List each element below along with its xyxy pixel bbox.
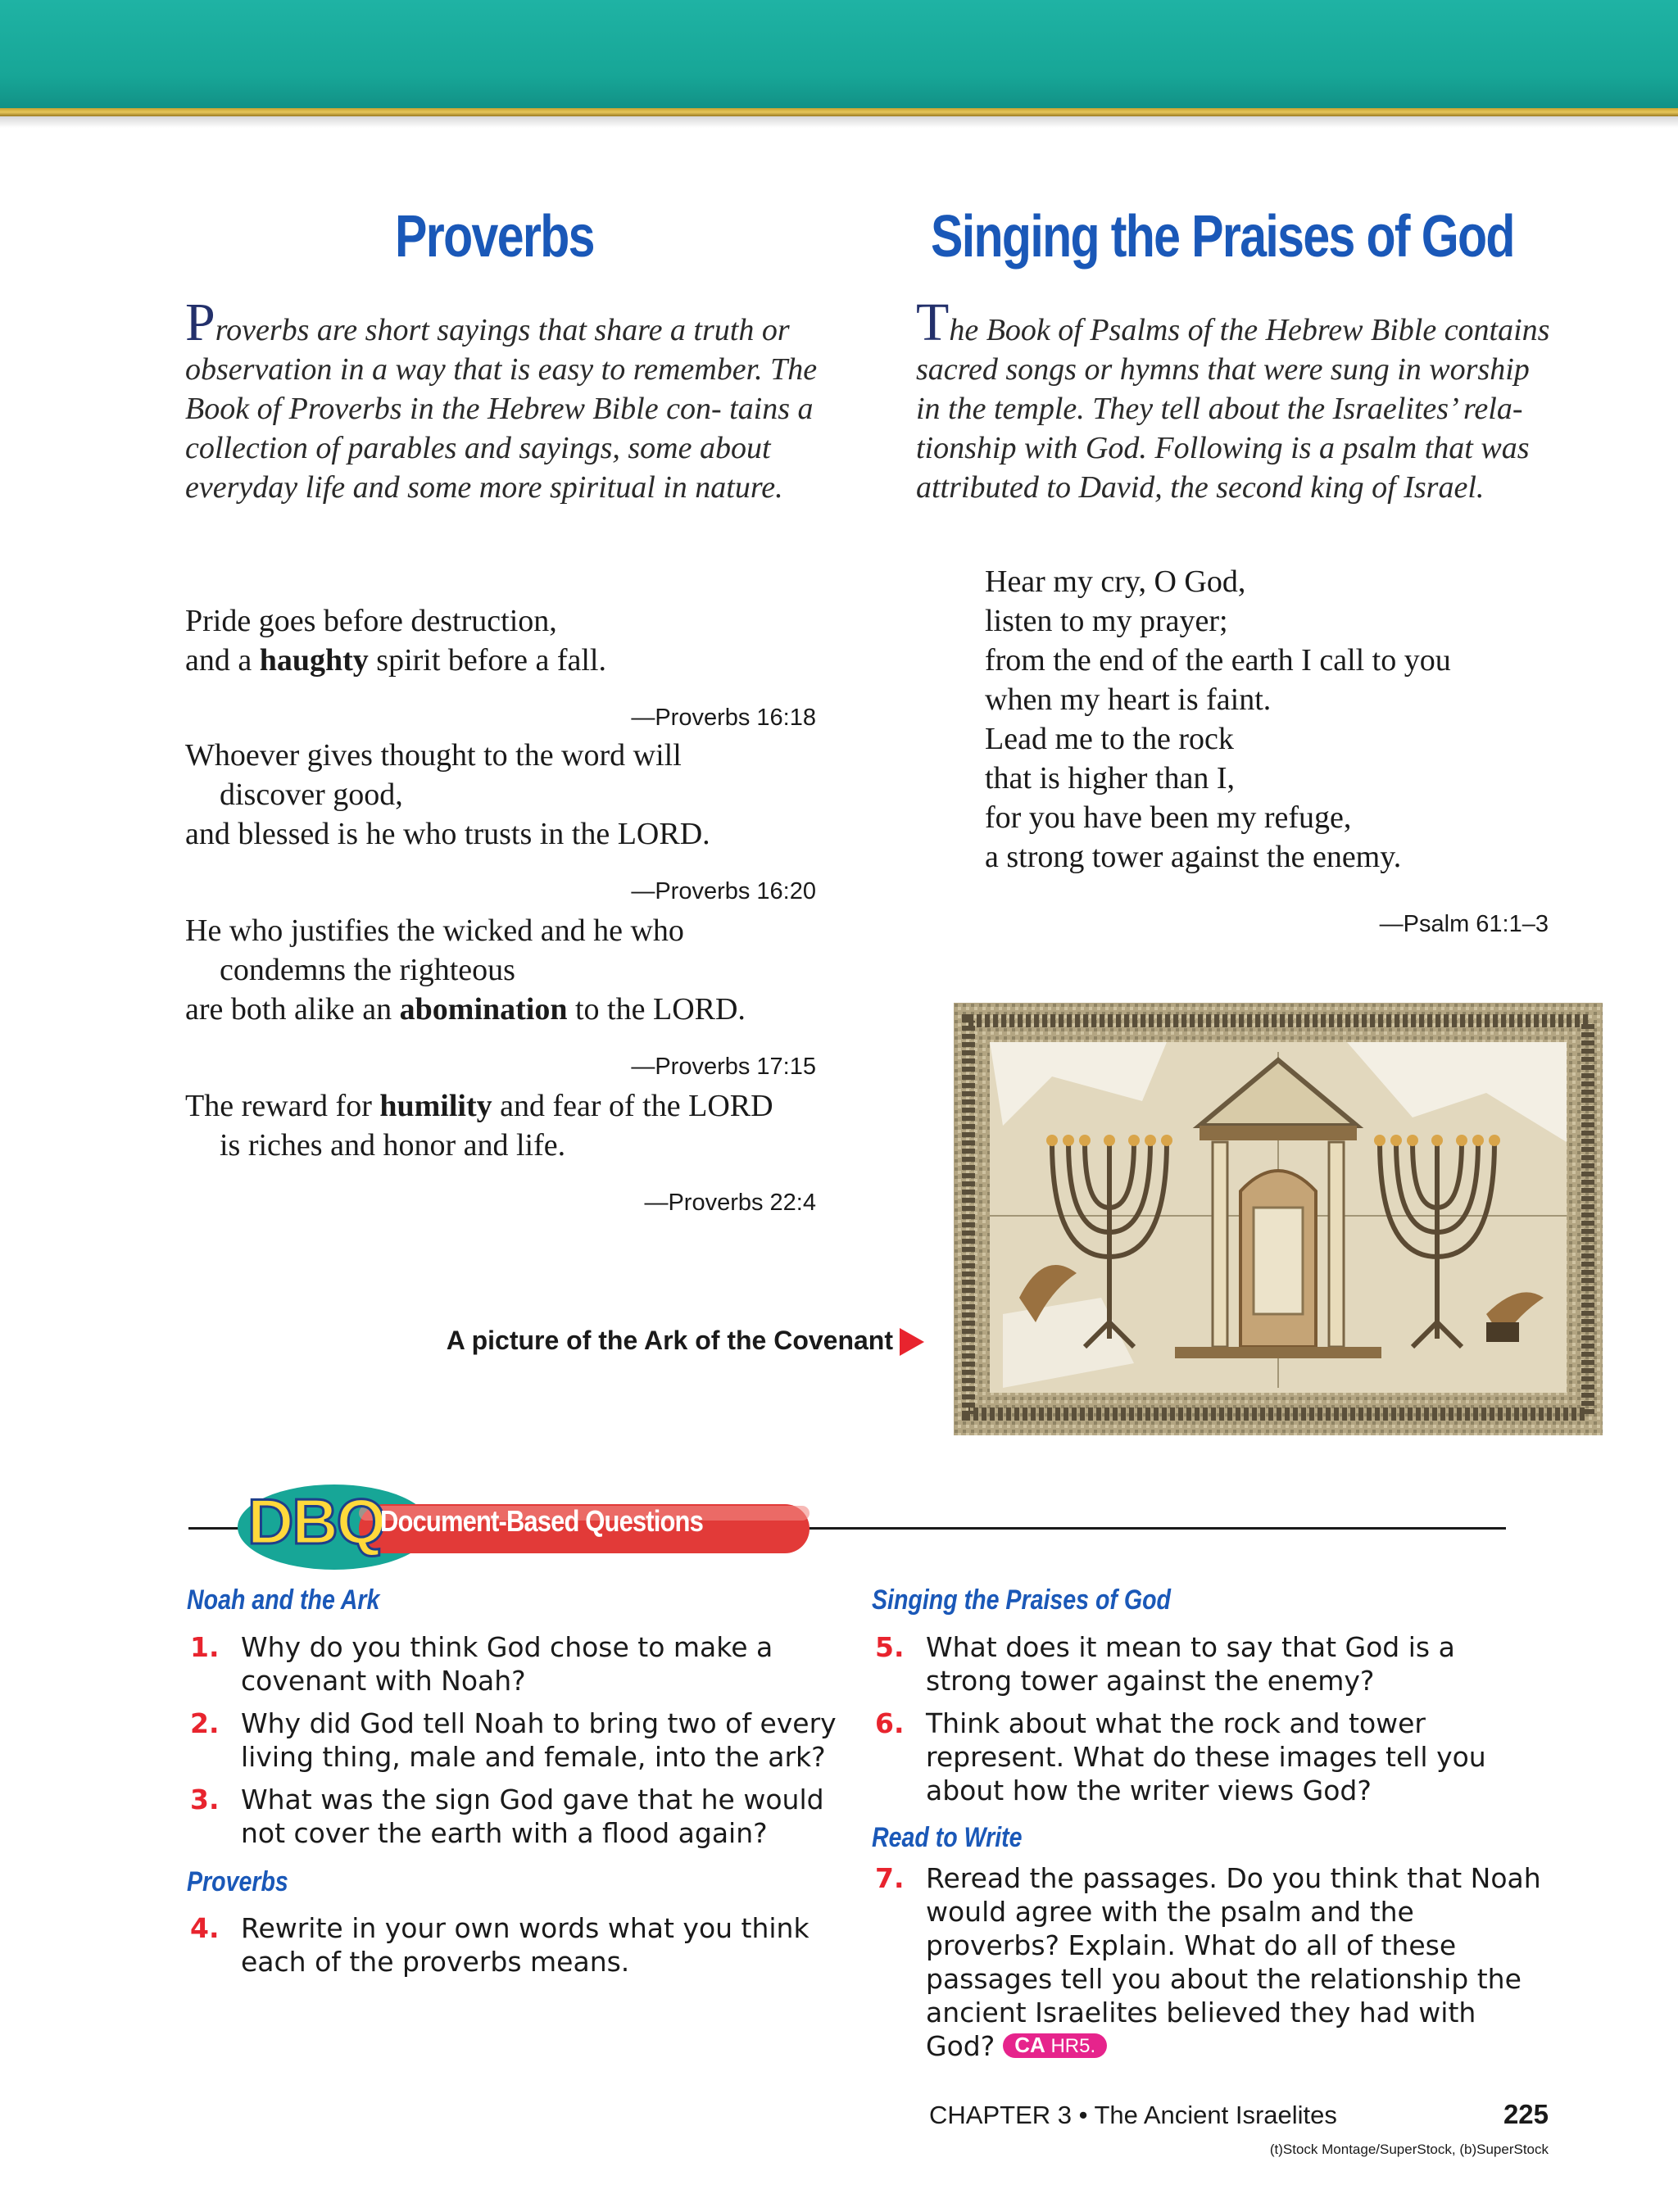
question-text xyxy=(241,1911,810,1979)
question-text xyxy=(926,1707,1486,1807)
ca-badge-state: CA xyxy=(1014,2033,1045,2057)
psalms-intro xyxy=(916,292,1555,507)
psalm-verse xyxy=(985,562,1451,877)
proverbs-dropcap: P xyxy=(185,292,215,352)
caption-arrow-icon xyxy=(900,1328,924,1356)
proverb-text: and fear of the LORD xyxy=(492,1089,773,1123)
question-line: would agree with the psalm and the xyxy=(926,1896,1414,1928)
dbq-group-praises: Singing the Praises of God xyxy=(872,1584,1171,1616)
question-text xyxy=(241,1630,773,1698)
proverb-line xyxy=(185,990,746,1029)
psalm-line: that is higher than I, xyxy=(985,761,1235,796)
page-number: 225 xyxy=(1503,2099,1549,2129)
proverb-quote-2 xyxy=(185,736,710,854)
question-number: 3. xyxy=(190,1784,220,1815)
psalm-line: Hear my cry, O God, xyxy=(985,564,1246,599)
question-line: What was the sign God gave that he would xyxy=(241,1784,824,1815)
question-line: represent. What do these images tell you xyxy=(926,1741,1486,1773)
psalm-line: listen to my prayer; xyxy=(985,604,1228,638)
psalm-line: for you have been my refuge, xyxy=(985,800,1352,835)
proverb-quote-4 xyxy=(185,1086,773,1165)
question-number: 4. xyxy=(190,1912,220,1944)
question-number: 1. xyxy=(190,1631,220,1663)
question-number: 5. xyxy=(875,1631,905,1663)
question-line: Why did God tell Noah to bring two of every xyxy=(241,1707,837,1739)
question-line: What does it mean to say that God is a xyxy=(926,1631,1455,1663)
psalm-line: a strong tower against the enemy. xyxy=(985,840,1402,874)
proverb-text: and a xyxy=(185,643,260,678)
question-number: 2. xyxy=(190,1707,220,1739)
psalms-dropcap: T xyxy=(916,292,950,352)
proverb-citation-3: —Proverbs 17:15 xyxy=(631,1054,816,1080)
proverb-text: to the LORD. xyxy=(567,992,746,1027)
proverb-citation-4: —Proverbs 22:4 xyxy=(644,1190,816,1216)
top-banner-shadow xyxy=(0,116,1678,128)
proverb-citation-1: —Proverbs 16:18 xyxy=(631,705,816,731)
top-banner-rule xyxy=(0,108,1678,116)
top-banner xyxy=(0,0,1678,108)
dbq-group-proverbs: Proverbs xyxy=(187,1866,288,1897)
psalm-line: Lead me to the rock xyxy=(985,722,1234,756)
question-text xyxy=(926,1861,1541,2063)
proverb-text: spirit before a fall. xyxy=(368,643,606,678)
question-line: about how the writer views God? xyxy=(926,1775,1372,1806)
proverb-line: discover good, xyxy=(220,777,403,812)
question-number: 7. xyxy=(875,1862,905,1894)
proverb-line: Pride goes before destruction, xyxy=(185,604,557,638)
vocab-word-haughty: haughty xyxy=(259,643,369,678)
question-line: passages tell you about the relationship the xyxy=(926,1963,1522,1995)
question-line: Reread the passages. Do you think that Noah xyxy=(926,1862,1541,1894)
proverb-line xyxy=(185,641,606,680)
image-caption: A picture of the Ark of the Covenant xyxy=(446,1326,893,1355)
proverb-line: Whoever gives thought to the word will xyxy=(185,738,682,773)
dbq-group-read-to-write: Read to Write xyxy=(872,1822,1023,1853)
vocab-word-humility: humility xyxy=(379,1089,492,1123)
question-line: God? xyxy=(926,2030,995,2062)
proverb-text: are both alike an xyxy=(185,992,400,1027)
proverb-line: is riches and honor and life. xyxy=(220,1128,566,1163)
question-line: living thing, male and female, into the ark? xyxy=(241,1741,826,1773)
proverb-quote-3 xyxy=(185,911,746,1029)
ark-mosaic-photo xyxy=(954,1003,1603,1435)
ca-standard-badge xyxy=(1003,2033,1107,2058)
dbq-rule-right xyxy=(803,1527,1506,1530)
footer-chapter: CHAPTER 3 • The Ancient Israelites xyxy=(929,2101,1337,2129)
dbq-badge-label: DBQ xyxy=(247,1485,385,1557)
photo-credit: (t)Stock Montage/SuperStock, (b)SuperStock xyxy=(1269,2142,1549,2157)
question-text xyxy=(241,1783,824,1850)
proverbs-intro-text: roverbs are short sayings that share a truth or observation in a way that is easy to remember. The Book of Proverbs in the Hebrew Bible con- tains a collection of parables and sayings, some about everyday life and some more spiritual in nature. xyxy=(185,313,818,505)
question-number: 6. xyxy=(875,1707,905,1739)
question-text xyxy=(926,1630,1455,1698)
question-line: Rewrite in your own words what you think xyxy=(241,1912,810,1944)
dbq-badge-subtitle: Document-Based Questions xyxy=(380,1504,703,1538)
proverbs-title: Proverbs xyxy=(395,204,594,270)
question-line: covenant with Noah? xyxy=(241,1665,526,1697)
question-line: strong tower against the enemy? xyxy=(926,1665,1375,1697)
mosaic-illustration xyxy=(954,1003,1603,1435)
question-line: ancient Israelites believed they had with xyxy=(926,1997,1476,2028)
psalm-citation: —Psalm 61:1–3 xyxy=(1379,911,1549,937)
psalms-title: Singing the Praises of God xyxy=(931,204,1514,270)
question-line: not cover the earth with a flood again? xyxy=(241,1817,768,1849)
proverb-line: He who justifies the wicked and he who xyxy=(185,913,684,948)
question-line: each of the proverbs means. xyxy=(241,1946,630,1978)
vocab-word-abomination: abomination xyxy=(399,992,568,1027)
psalm-line: from the end of the earth I call to you xyxy=(985,643,1451,678)
proverb-line xyxy=(185,1086,773,1126)
proverb-quote-1 xyxy=(185,601,606,680)
question-text xyxy=(241,1707,837,1774)
psalm-line: when my heart is faint. xyxy=(985,682,1272,717)
ca-badge-code: HR5. xyxy=(1050,2035,1096,2057)
proverbs-intro xyxy=(185,292,824,507)
question-line: proverbs? Explain. What do all of these xyxy=(926,1929,1457,1961)
psalms-intro-text: he Book of Psalms of the Hebrew Bible contains sacred songs or hymns that were sung in worship in the temple. They tell about the Israelites’ rela- tionship with God. Following is a psalm that was attributed to David, the second king of Israel. xyxy=(916,313,1550,505)
question-line: Why do you think God chose to make a xyxy=(241,1631,773,1663)
question-line: Think about what the rock and tower xyxy=(926,1707,1426,1739)
proverb-text: The reward for xyxy=(185,1089,380,1123)
proverb-citation-2: —Proverbs 16:20 xyxy=(631,878,816,904)
proverb-line: condemns the righteous xyxy=(220,953,515,987)
dbq-group-noah: Noah and the Ark xyxy=(187,1584,380,1616)
proverb-line: and blessed is he who trusts in the LORD. xyxy=(185,817,710,851)
